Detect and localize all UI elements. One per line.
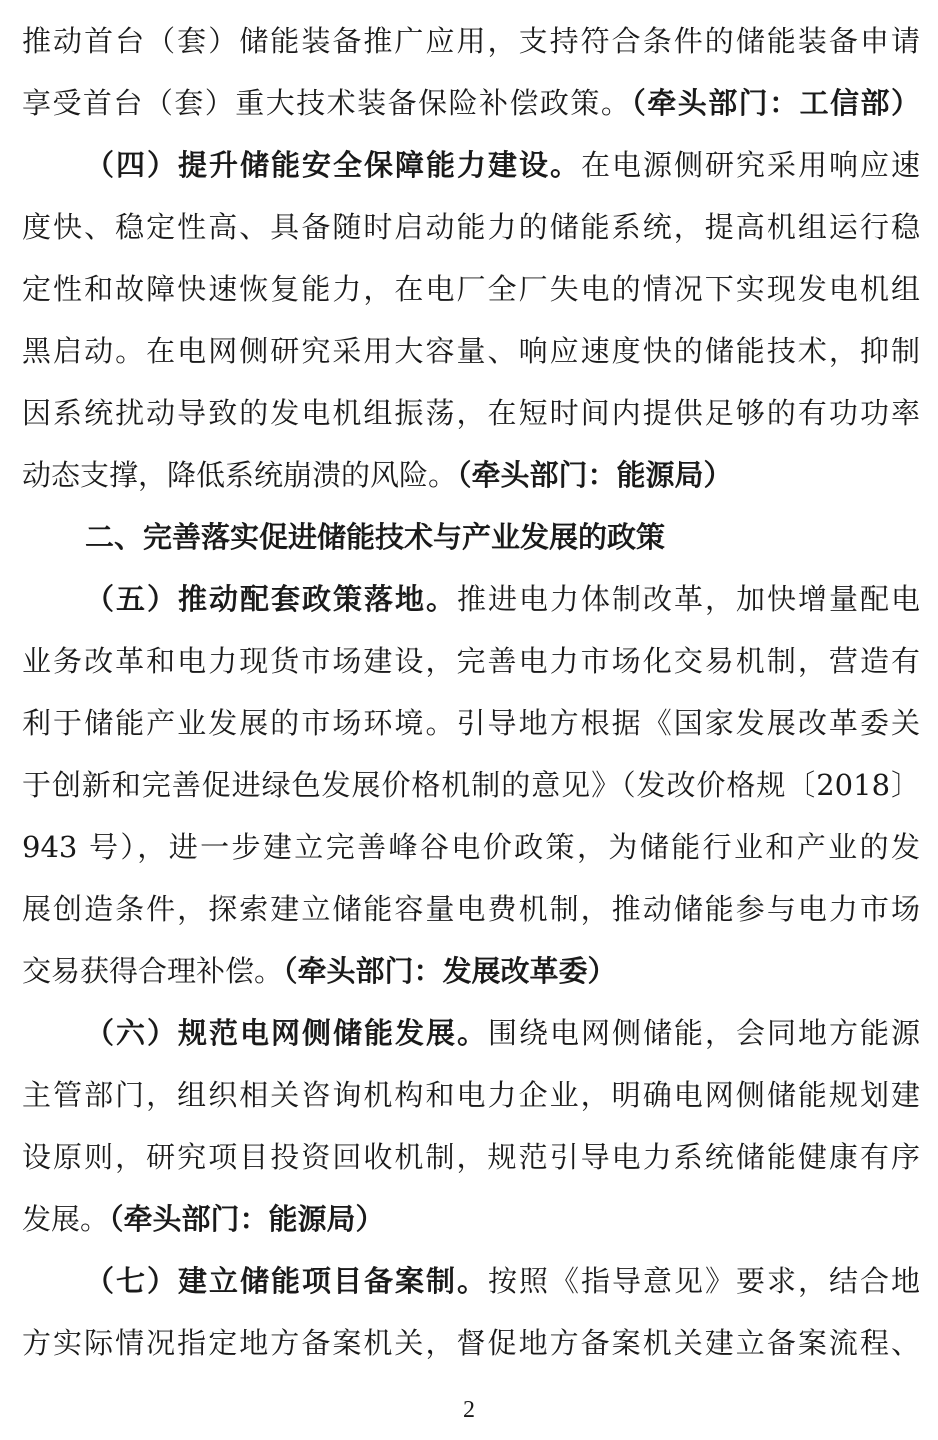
body-text: 展创造条件，探索建立储能容量电费机制，推动储能参与电力市场	[22, 892, 920, 926]
body-text: 动态支撑，降低系统崩溃的风险。	[22, 458, 458, 492]
body-text: 黑启动。在电网侧研究采用大容量、响应速度快的储能技术，抑制	[22, 334, 920, 368]
body-line	[22, 940, 920, 1002]
paragraph-title: （四）提升储能安全保障能力建设。	[85, 148, 581, 182]
body-text: 利于储能产业发展的市场环境。引导地方根据《国家发展改革委关	[22, 706, 920, 740]
body-line	[22, 630, 920, 692]
body-text: 业务改革和电力现货市场建设，完善电力市场化交易机制，营造有	[22, 644, 920, 678]
body-line	[22, 1064, 920, 1126]
body-line	[22, 10, 920, 72]
body-line	[22, 382, 920, 444]
body-text: 因系统扰动导致的发电机组振荡，在短时间内提供足够的有功功率	[22, 396, 920, 430]
page-number: 2	[463, 1397, 475, 1423]
body-text: 设原则，研究项目投资回收机制，规范引导电力系统储能健康有序	[22, 1140, 920, 1174]
body-text: 享受首台（套）重大技术装备保险补偿政策。	[22, 86, 632, 120]
lead-department: （牵头部门：能源局）	[457, 458, 733, 492]
body-text: 发展。	[22, 1202, 110, 1236]
paragraph-first-line	[85, 134, 920, 196]
body-line	[22, 878, 920, 940]
body-line	[22, 816, 920, 878]
body-text: 定性和故障快速恢复能力，在电厂全厂失电的情况下实现发电机组	[22, 272, 920, 306]
body-text: 943 号），进一步建立完善峰谷电价政策，为储能行业和产业的发	[22, 830, 920, 864]
body-text: 主管部门，组织相关咨询机构和电力企业，明确电网侧储能规划建	[22, 1078, 920, 1112]
body-line	[22, 72, 920, 134]
paragraph-first-line	[85, 1250, 920, 1312]
body-line	[22, 692, 920, 754]
body-line	[22, 1188, 920, 1250]
lead-department: （牵头部门：发展改革委）	[283, 954, 617, 988]
body-text: 于创新和完善促进绿色发展价格机制的意见》（发改价格规〔2018〕	[22, 768, 920, 802]
paragraph-first-line	[85, 1002, 920, 1064]
body-text: 方实际情况指定地方备案机关，督促地方备案机关建立备案流程、	[22, 1326, 920, 1360]
body-text: 交易获得合理补偿。	[22, 954, 284, 988]
body-text: 在电源侧研究采用响应速	[580, 148, 920, 182]
body-text: 按照《指导意见》要求，结合地	[488, 1264, 920, 1298]
paragraph-first-line	[85, 568, 920, 630]
body-line	[22, 444, 920, 506]
body-line	[22, 320, 920, 382]
body-text: 围绕电网侧储能，会同地方能源	[488, 1016, 920, 1050]
body-line	[22, 754, 920, 816]
body-line	[22, 258, 920, 320]
lead-department: （牵头部门：能源局）	[109, 1202, 385, 1236]
body-text: 度快、稳定性高、具备随时启动能力的储能系统，提高机组运行稳	[22, 210, 920, 244]
paragraph-title: （五）推动配套政策落地。	[85, 582, 457, 616]
lead-department: （牵头部门：工信部）	[631, 86, 920, 120]
body-line	[22, 1312, 920, 1374]
section-heading: 二、完善落实促进储能技术与产业发展的政策	[85, 520, 666, 554]
paragraph-title: （六）规范电网侧储能发展。	[85, 1016, 488, 1050]
body-text: 推进电力体制改革，加快增量配电	[457, 582, 920, 616]
body-line	[22, 196, 920, 258]
body-text: 推动首台（套）储能装备推广应用，支持符合条件的储能装备申请	[22, 24, 920, 58]
paragraph-title: （七）建立储能项目备案制。	[85, 1264, 488, 1298]
body-line	[22, 1126, 920, 1188]
